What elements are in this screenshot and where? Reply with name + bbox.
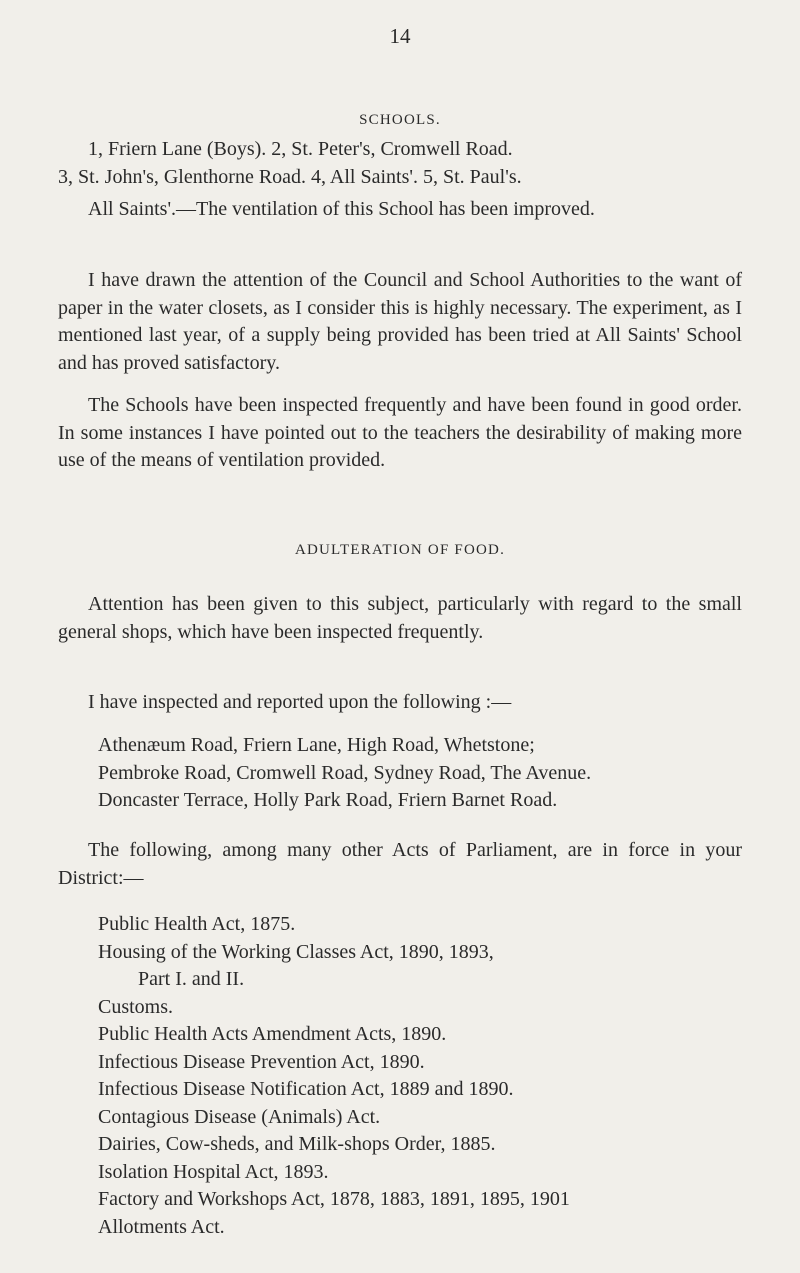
schools-list: [58, 136, 742, 191]
adulteration-paragraph-inspected: I have inspected and reported upon the following :—: [88, 691, 512, 713]
acts-intro: The following, among many other Acts of Parliament, are in force in your District:—: [58, 839, 742, 889]
act-item: Public Health Acts Amendment Acts, 1890.: [98, 1023, 447, 1045]
act-item: Isolation Hospital Act, 1893.: [98, 1160, 329, 1183]
act-item: Infectious Disease Notification Act, 1889 and 1890.: [98, 1078, 514, 1100]
inspected-places-line: Pembroke Road, Cromwell Road, Sydney Road, The Avenue.: [98, 761, 592, 784]
schools-list-line-2: 3, St. John's, Glenthorne Road. 4, All Saints'. 5, St. Paul's.: [58, 165, 522, 188]
schools-heading: SCHOOLS.: [359, 112, 441, 128]
adulteration-paragraph-attention: Attention has been given to this subject, particularly with regard to the small general shops, which have been inspected frequently.: [58, 593, 742, 643]
acts-list: [98, 911, 758, 1241]
act-item: Contagious Disease (Animals) Act.: [98, 1105, 381, 1128]
schools-paragraph-ventilation: All Saints'.—The ventilation of this School has been improved.: [88, 198, 595, 220]
inspected-places-line: Athenæum Road, Friern Lane, High Road, Whetstone;: [98, 734, 535, 756]
act-item: Allotments Act.: [98, 1215, 225, 1238]
act-item: Dairies, Cow-sheds, and Milk-shops Order, 1885.: [98, 1133, 496, 1155]
act-item: Housing of the Working Classes Act, 1890, 1893,: [98, 940, 494, 963]
schools-list-line-1: 1, Friern Lane (Boys). 2, St. Peter's, Cromwell Road.: [88, 138, 513, 160]
inspected-places-list: [98, 732, 744, 815]
inspected-places-line: Doncaster Terrace, Holly Park Road, Friern Barnet Road.: [98, 789, 558, 812]
adulteration-heading: ADULTERATION OF FOOD.: [294, 542, 506, 558]
schools-paragraph-water-closets: I have drawn the attention of the Council and School Authorities to the want of paper in the water closets, as I consider this is highly necessary. The experiment, as I mentioned last year, of a supply being provided has been tried at All Saints' School and has proved satisfactory.: [58, 269, 742, 374]
act-item-continuation: Part I. and II.: [138, 968, 245, 990]
act-item: Public Health Act, 1875.: [98, 913, 296, 935]
page-number: 14: [389, 24, 411, 48]
act-item: Infectious Disease Prevention Act, 1890.: [98, 1050, 425, 1073]
schools-paragraph-inspection: The Schools have been inspected frequently and have been found in good order. In some instances I have pointed out to the teachers the desirability of making more use of the means of ventilation provided.: [58, 394, 742, 472]
act-item: Customs.: [98, 995, 174, 1018]
act-item: Factory and Workshops Act, 1878, 1883, 1891, 1895, 1901: [98, 1188, 570, 1210]
